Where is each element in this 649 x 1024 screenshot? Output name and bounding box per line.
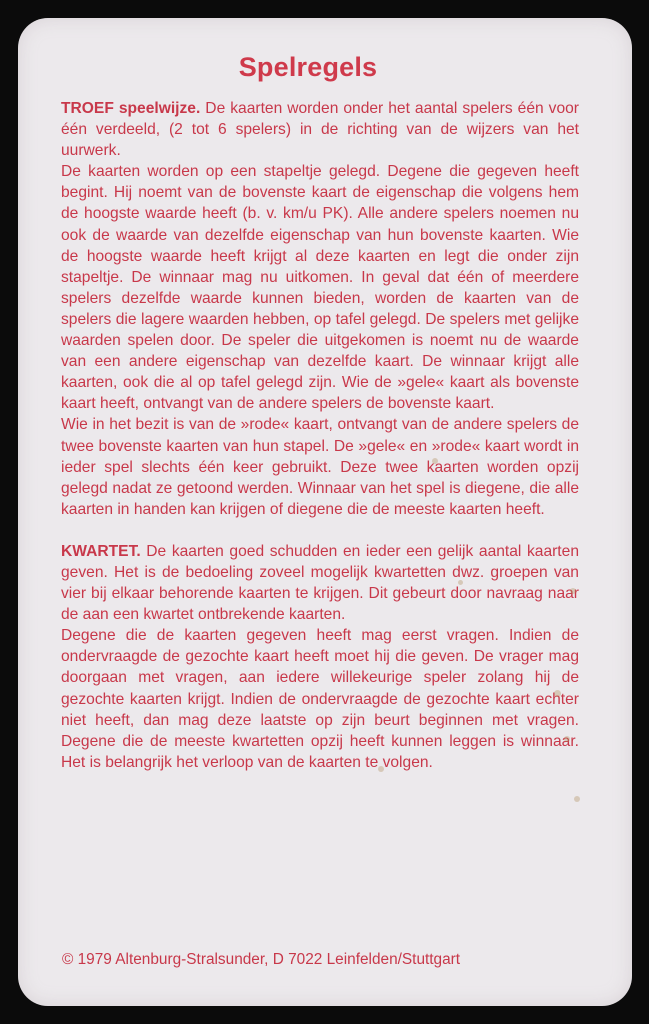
section-gap (61, 520, 579, 541)
kwartet-paragraph-1 (61, 541, 579, 625)
kwartet-heading: KWARTET. (61, 542, 141, 560)
stain-spot (554, 690, 561, 697)
kwartet-paragraph-2: Degene die de kaarten gegeven heeft mag eerst vragen. Indien de ondervraagde de gezochte kaart heeft moet hij die geven. De vrager mag doorgaan met vragen, aan iedere willekeurige speler zolang hij de gezochte kaarten krijgt. Indien de ondervraagde de gezochte kaart echter niet heeft, dan mag deze laatste op zijn beurt beginnen met vragen. Degene die de meeste kwartetten opzij heeft kunnen leggen is winnaar. Het is belangrijk het verloop van de kaarten te volgen. (61, 627, 579, 771)
rules-text (61, 98, 579, 773)
copyright-line: © 1979 Altenburg-Stralsunder, D 7022 Leinfelden/Stuttgart (62, 951, 461, 968)
kwartet-intro: De kaarten goed schudden en ieder een gelijk aantal kaarten geven. Het is de bedoeling zoveel mogelijk kwartetten dwz. groepen van vier bij elkaar behorende kaarten te krijgen. Dit gebeurt door navraag naar de aan een kwartet ontbrekende kaarten. (61, 542, 579, 624)
stain-spot (574, 796, 580, 802)
stain-spot (570, 588, 576, 594)
stain-spot (458, 580, 463, 585)
troef-intro: De kaarten worden onder het aantal spelers één voor één verdeeld, (2 tot 6 spelers) in de richting van de wijzers van het uurwerk. (61, 100, 579, 160)
card-title: Spelregels (238, 52, 378, 82)
troef-paragraph-3: Wie in het bezit is van de »rode« kaart, ontvangt van de andere spelers de twee bovenste kaarten van hun stapel. De »gele« en »rode« kaart wordt in ieder spel slechts één keer gebruikt. Deze twee kaarten worden opzij gelegd nadat ze getoond werden. Winnaar van het spel is diegene, die alle kaarten in handen kan krijgen of diegene die de meeste kaarten heeft. (61, 416, 579, 518)
stain-spot (432, 458, 438, 464)
troef-heading: TROEF speelwijze. (61, 100, 201, 117)
troef-paragraph-2: De kaarten worden op een stapeltje gelegd. Degene die gegeven heeft begint. Hij noemt van de bovenste kaart de eigenschap die volgens hem de hoogste waarde heeft (b. v. km/u PK). Alle andere spelers noemen nu ook de waarde van dezelfde eigenschap van hun bovenste kaarten. Wie de hoogste waarde heeft krijgt al deze kaarten en legt die onder zijn stapeltje. De winnaar mag nu uitkomen. In geval dat één of meerdere spelers dezelfde waarde kunnen bieden, worden de kaarten van de spelers die lagere waarden hebben, op tafel gelegd. De spelers met gelijke waarden spelen door. De speler die uitgekomen is noemt nu de waarde van een andere eigenschap van dezelfde kaart. De winnaar krijgt alle kaarten, ook die al op tafel gelegd zijn. Wie de »gele« kaart als bovenste kaart heeft, ontvangt van de andere spelers de bovenste kaart. (61, 163, 579, 413)
stain-spot (564, 736, 570, 742)
troef-paragraph-1 (61, 98, 579, 161)
rules-card (18, 18, 632, 1006)
stain-spot (378, 766, 384, 772)
